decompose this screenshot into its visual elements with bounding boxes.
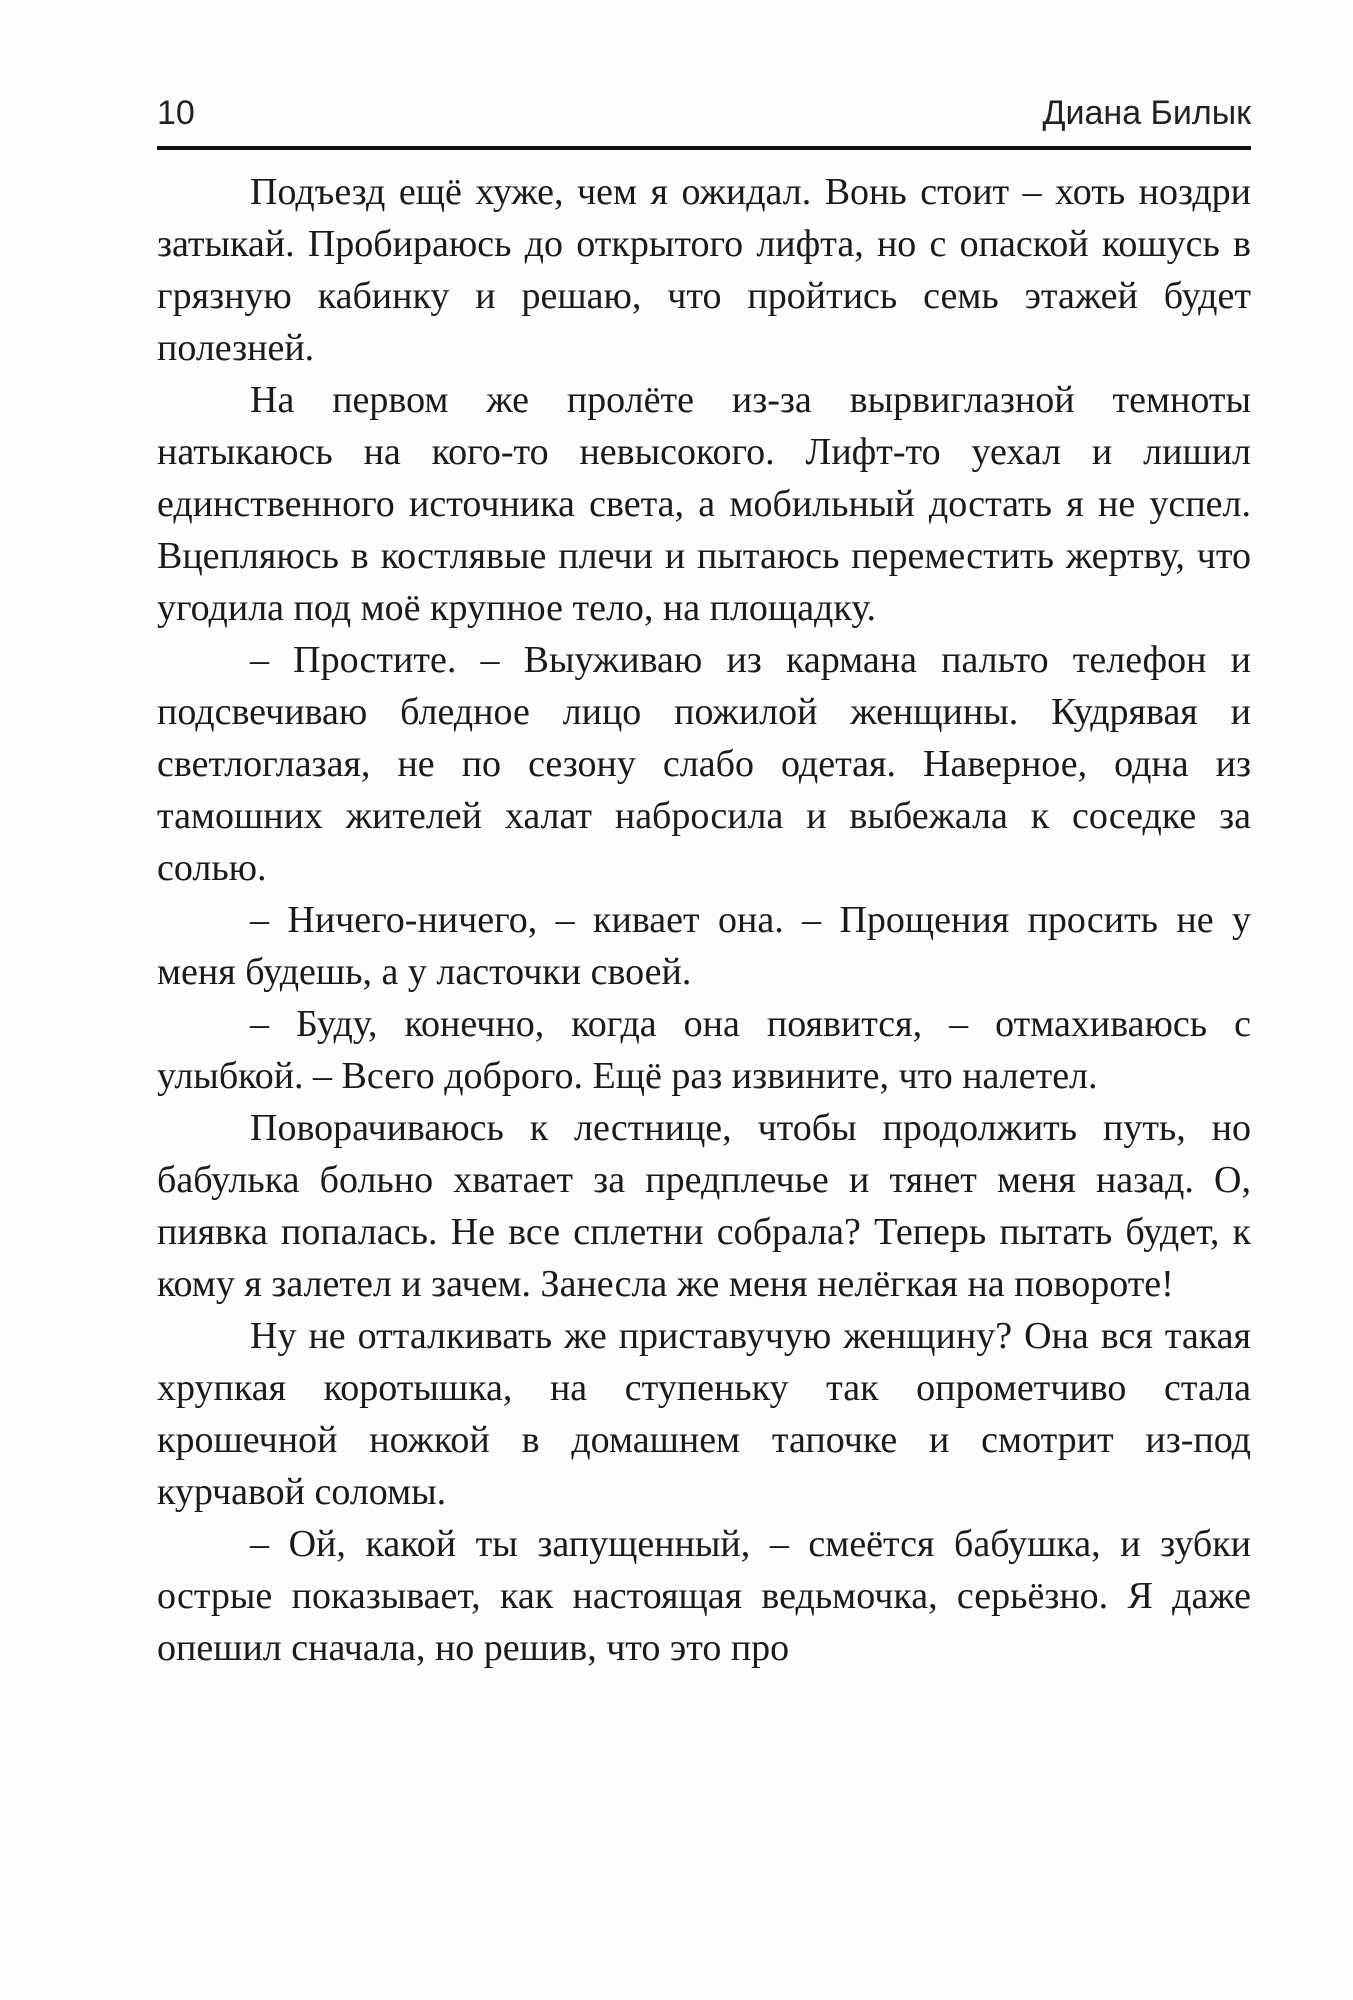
header-rule xyxy=(157,146,1251,150)
paragraph-1: Подъезд ещё хуже, чем я ожидал. Вонь стоит – хоть ноздри затыкай. Пробираюсь до открытого лифта, но с опаской кошусь в грязную кабинку и решаю, что пройтись семь этажей будет полезней. xyxy=(157,171,1251,369)
paragraph-4: – Ничего-ничего, – кивает она. – Прощения просить не у меня будешь, а у ласточки своей. xyxy=(157,899,1251,993)
paragraph-3: – Простите. – Выуживаю из кармана пальто телефон и подсвечиваю бледное лицо пожилой женщины. Кудрявая и светлоглазая, не по сезону слабо одетая. Наверное, одна из тамошних жителей халат набросила и выбежала к соседке за солью. xyxy=(157,639,1251,889)
running-header xyxy=(157,86,1251,142)
paragraph-8: – Ой, какой ты запущенный, – смеётся бабушка, и зубки острые показывает, как настоящая ведьмочка, серьёзно. Я даже опешил сначала, но решив, что это про xyxy=(157,1523,1251,1669)
author-name: Диана Билык xyxy=(1042,94,1251,132)
paragraph-2: На первом же пролёте из-за вырвиглазной темноты натыкаюсь на кого-то невысокого. Лифт-то уехал и лишил единственного источника света, а мобильный достать я не успел. Вцепляюсь в костлявые плечи и пытаюсь переместить жертву, что угодила под моё крупное тело, на площадку. xyxy=(157,379,1251,629)
page-number: 10 xyxy=(157,94,195,132)
paragraph-6: Поворачиваюсь к лестнице, чтобы продолжить путь, но бабулька больно хватает за предплечье и тянет меня назад. О, пиявка попалась. Не все сплетни собрала? Теперь пытать будет, к кому я залетел и зачем. Занесла же меня нелёгкая на повороте! xyxy=(157,1107,1251,1305)
paragraph-5: – Буду, конечно, когда она появится, – отмахиваюсь с улыбкой. – Всего доброго. Ещё раз извините, что налетел. xyxy=(157,1003,1251,1097)
body-text xyxy=(157,166,1251,1674)
paragraph-7: Ну не отталкивать же приставучую женщину? Она вся такая хрупкая коротышка, на ступеньку так опрометчиво стала крошечной ножкой в домашнем тапочке и смотрит из-под курчавой соломы. xyxy=(157,1315,1251,1513)
